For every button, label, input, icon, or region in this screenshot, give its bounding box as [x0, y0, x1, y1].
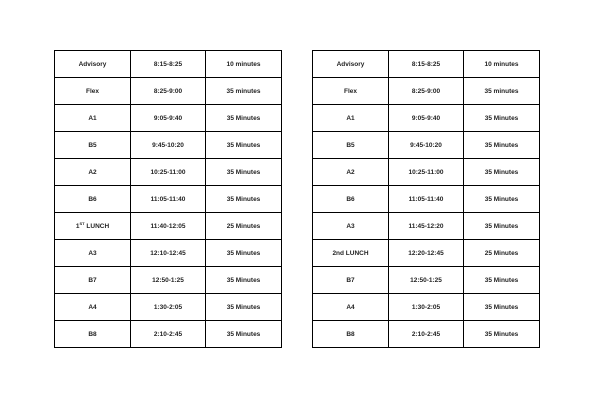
period-cell: A1 — [313, 105, 389, 132]
duration-cell: 35 Minutes — [464, 132, 540, 159]
time-cell: 11:45-12:20 — [389, 213, 464, 240]
period-cell: B5 — [313, 132, 389, 159]
period-cell: Advisory — [55, 51, 131, 78]
table-row — [313, 267, 540, 294]
table-row — [55, 159, 282, 186]
time-cell: 1:30-2:05 — [131, 294, 206, 321]
period-cell: Flex — [313, 78, 389, 105]
time-cell: 9:45-10:20 — [389, 132, 464, 159]
duration-cell: 35 Minutes — [464, 294, 540, 321]
time-cell: 10:25-11:00 — [131, 159, 206, 186]
time-cell: 11:05-11:40 — [389, 186, 464, 213]
duration-cell: 35 minutes — [206, 78, 282, 105]
period-cell: A2 — [55, 159, 131, 186]
duration-cell: 35 Minutes — [464, 105, 540, 132]
duration-cell: 35 Minutes — [206, 240, 282, 267]
time-cell: 2:10-2:45 — [131, 321, 206, 348]
table-row — [313, 294, 540, 321]
period-cell: B7 — [55, 267, 131, 294]
lunch-ordinal-number: 1 — [75, 222, 80, 230]
duration-cell: 25 Minutes — [464, 240, 540, 267]
time-cell: 12:50-1:25 — [131, 267, 206, 294]
duration-cell: 35 Minutes — [464, 213, 540, 240]
period-cell: B5 — [55, 132, 131, 159]
duration-cell: 35 Minutes — [206, 294, 282, 321]
duration-cell: 35 Minutes — [464, 186, 540, 213]
duration-cell: 35 Minutes — [464, 321, 540, 348]
duration-cell: 35 Minutes — [206, 159, 282, 186]
period-cell: A3 — [313, 213, 389, 240]
table-row — [313, 132, 540, 159]
table-row — [55, 321, 282, 348]
table-row — [55, 51, 282, 78]
table-row — [313, 186, 540, 213]
time-cell: 8:15-8:25 — [389, 51, 464, 78]
time-cell: 12:10-12:45 — [131, 240, 206, 267]
period-cell: A3 — [55, 240, 131, 267]
time-cell: 9:05-9:40 — [131, 105, 206, 132]
table-row — [55, 213, 282, 240]
time-cell: 9:45-10:20 — [131, 132, 206, 159]
table-row — [55, 132, 282, 159]
period-cell: B6 — [313, 186, 389, 213]
lunch-ordinal-suffix: ST — [79, 220, 85, 226]
table-row — [55, 294, 282, 321]
period-cell: B8 — [55, 321, 131, 348]
table-row — [313, 51, 540, 78]
period-cell: Advisory — [313, 51, 389, 78]
schedule-table-right — [312, 50, 540, 348]
period-cell: A4 — [313, 294, 389, 321]
table-row — [55, 267, 282, 294]
time-cell: 9:05-9:40 — [389, 105, 464, 132]
time-cell: 11:05-11:40 — [131, 186, 206, 213]
period-cell: B6 — [55, 186, 131, 213]
table-row — [55, 78, 282, 105]
period-cell: A4 — [55, 294, 131, 321]
table-row — [313, 321, 540, 348]
period-cell: A1 — [55, 105, 131, 132]
duration-cell: 10 minutes — [206, 51, 282, 78]
period-cell: Flex — [55, 78, 131, 105]
duration-cell: 35 Minutes — [464, 267, 540, 294]
time-cell: 11:40-12:05 — [131, 213, 206, 240]
period-cell — [55, 213, 131, 240]
table-row — [55, 186, 282, 213]
schedule-table-left — [54, 50, 282, 348]
duration-cell: 35 Minutes — [464, 159, 540, 186]
table-row — [313, 105, 540, 132]
time-cell: 8:15-8:25 — [131, 51, 206, 78]
table-row — [313, 240, 540, 267]
table-row — [55, 240, 282, 267]
table-row — [55, 105, 282, 132]
duration-cell: 35 Minutes — [206, 186, 282, 213]
period-cell: A2 — [313, 159, 389, 186]
period-cell: 2nd LUNCH — [313, 240, 389, 267]
duration-cell: 35 Minutes — [206, 105, 282, 132]
time-cell: 12:20-12:45 — [389, 240, 464, 267]
duration-cell: 25 Minutes — [206, 213, 282, 240]
time-cell: 8:25-9:00 — [389, 78, 464, 105]
duration-cell: 35 Minutes — [206, 267, 282, 294]
table-row — [313, 213, 540, 240]
table-row — [313, 159, 540, 186]
table-row — [313, 78, 540, 105]
time-cell: 1:30-2:05 — [389, 294, 464, 321]
duration-cell: 10 minutes — [464, 51, 540, 78]
period-cell: B8 — [313, 321, 389, 348]
duration-cell: 35 Minutes — [206, 132, 282, 159]
period-cell: B7 — [313, 267, 389, 294]
time-cell: 12:50-1:25 — [389, 267, 464, 294]
duration-cell: 35 Minutes — [206, 321, 282, 348]
time-cell: 8:25-9:00 — [131, 78, 206, 105]
time-cell: 10:25-11:00 — [389, 159, 464, 186]
time-cell: 2:10-2:45 — [389, 321, 464, 348]
lunch-label: LUNCH — [86, 222, 110, 230]
duration-cell: 35 minutes — [464, 78, 540, 105]
